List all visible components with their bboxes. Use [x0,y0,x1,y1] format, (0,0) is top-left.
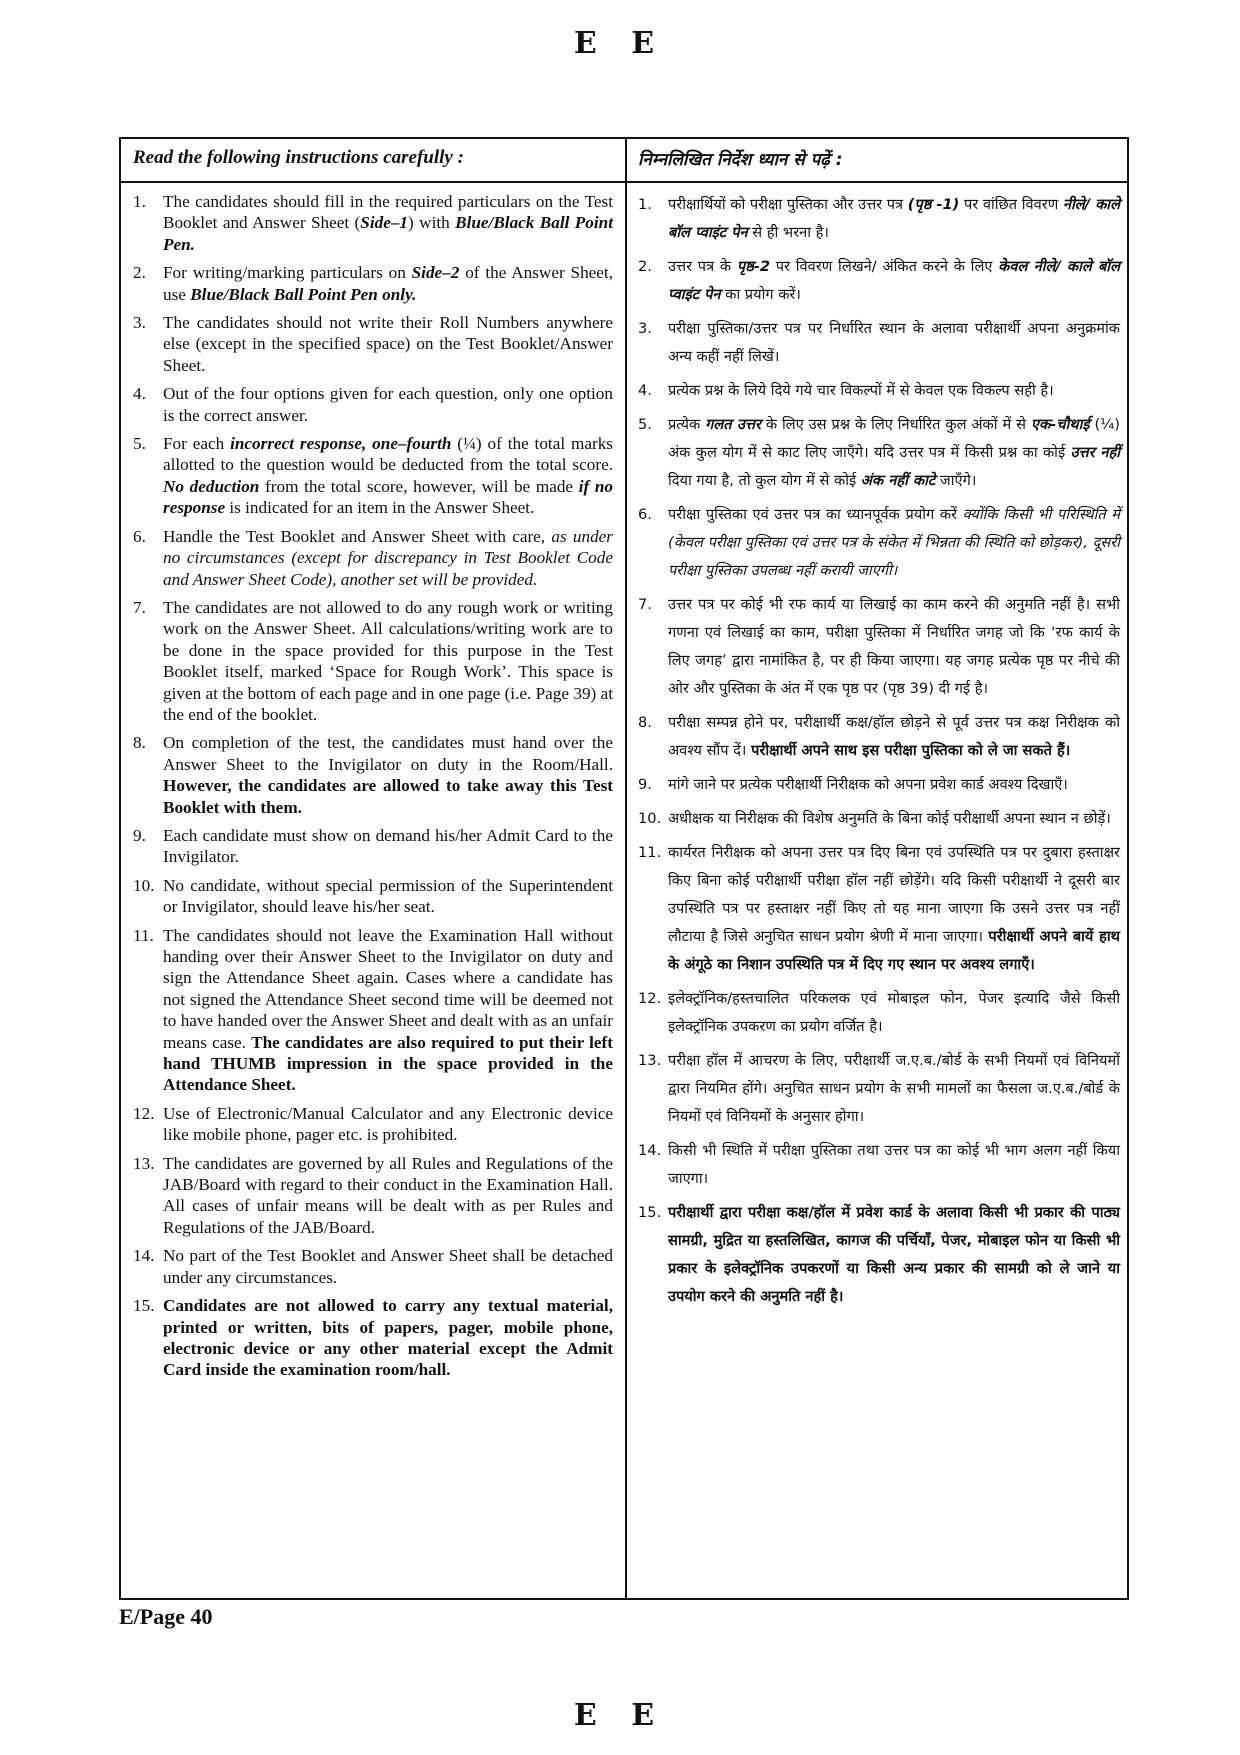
instruction-text-segment: Handle the Test Booklet and Answer Sheet with care, [163,526,552,546]
instruction-text-segment: कार्यरत निरीक्षक को अपना उत्तर पत्र दिए बिना एवं उपस्थिति पत्र पर दुबारा हस्ताक्षर किए बिना कोई परीक्षार्थी परीक्षा हॉल नहीं छोड़ेंगे। यदि किसी परीक्षार्थी ने दूसरी बार उपस्थिति पत्र पर हस्ताक्षर नहीं किए तो यह माना जाएगा कि उसने उत्तर पत्र नहीं लौटाया है जिसे अनुचित साधन प्रयोग श्रेणी में माना जाएगा। [668,844,1120,945]
instruction-number: 15. [133,1296,155,1316]
instruction-item [638,591,1120,703]
instruction-number: 15. [638,1204,662,1221]
instruction-item [638,253,1120,309]
instruction-text-segment: (¼) of the total marks allotted to the question would be deducted from the total score. [163,434,613,475]
instruction-text-segment: उत्तर नहीं [1070,444,1120,461]
instruction-number: 8. [638,714,652,731]
instruction-text [163,597,613,725]
instruction-text-segment: प्रत्येक [668,416,706,433]
instruction-text-segment: (पृष्ठ -1) [907,196,960,213]
instruction-text [668,1137,1120,1193]
instruction-text-segment: परीक्षार्थी अपने बायें हाथ के अंगूठे का निशान उपस्थिति पत्र में दिए गए स्थान पर अवश्य लगाएँ। [668,928,1120,973]
instruction-text [668,839,1120,979]
instruction-text-segment: ) with [408,213,456,233]
instruction-number: 8. [133,733,146,753]
instruction-item [133,1245,613,1288]
instruction-text-segment: पृष्ठ-2 [736,258,770,275]
instruction-text [668,1199,1120,1311]
instruction-text-segment: परीक्षार्थियों को परीक्षा पुस्तिका और उत्तर पत्र [668,196,908,213]
instruction-text-segment: गलत उत्तर [705,416,761,433]
instruction-item [133,191,613,255]
instruction-item [133,925,613,1096]
instruction-text-segment: No candidate, without special permission of the Superintendent or Invigilator, should leave his/her seat. [163,875,613,917]
instruction-item [638,315,1120,371]
instruction-text-segment: from the total score, however, will be made [259,476,579,496]
instruction-text [668,805,1120,833]
instruction-text [668,501,1120,585]
instruction-text-segment: The candidates should not write their Roll Numbers anywhere else (except in the specified space) on the Test Booklet/Answer Sheet. [163,313,613,375]
instruction-number: 12. [638,990,662,1007]
instruction-text-segment: परीक्षा पुस्तिका एवं उत्तर पत्र का ध्यानपूर्वक प्रयोग करें [668,506,963,523]
instruction-item [133,1295,613,1381]
instruction-number: 4. [638,382,652,399]
instruction-text-segment: परीक्षा सम्पन्न होने पर, परीक्षार्थी कक्ष/हॉल छोड़ने से पूर्व उत्तर पत्र कक्ष निरीक्षक को अवश्य सौंप दें। [668,714,1120,759]
english-header: Read the following instructions carefully : [133,147,464,168]
instruction-text-segment: प्रत्येक प्रश्न के लिये दिये गये चार विकल्पों में से केवल एक विकल्प सही है। [668,382,1054,399]
instruction-number: 7. [133,597,146,617]
instruction-item [638,771,1120,799]
instruction-text-segment: पर वांछित विवरण [959,196,1063,213]
instruction-number: 6. [133,526,146,546]
instruction-text-segment: इलेक्ट्रॉनिक/हस्तचालित परिकलक एवं मोबाइल फोन, पेजर इत्यादि जैसे किसी इलेक्ट्रॉनिक उपकरण का प्रयोग वर्जित है। [668,990,1120,1035]
instruction-text-segment: The candidates should fill in the required particulars on the Test Booklet and Answer Sheet ( [163,192,613,233]
instruction-item [133,597,613,725]
instruction-text-segment: However, the candidates are allowed to take away this Test Booklet with them. [163,776,613,817]
instruction-text-segment: The candidates should not leave the Examination Hall without handing over their Answer Sheet to the Invigilator on duty and sign the Attendance Sheet again. Cases where a candidate has not signed the Attendance Sheet second time will be deemed not to have handed over the Answer Sheet and dealt with as an unfair means case. [163,925,613,1052]
column-divider [625,139,627,1598]
instruction-text-segment: if no response [163,476,614,518]
instruction-text-segment: The candidates are not allowed to do any rough work or writing work on the Answer Sheet. All calculations/writing work are to be done in the space provided for this purpose in the Test Booklet itself, marked ‘Space for Rough Work’. This space is given at the bottom of each page and in one page (i.e. Page 39) at the end of the booklet. [163,597,613,724]
instruction-text-segment: परीक्षार्थी अपने साथ इस परीक्षा पुस्तिका को ले जा सकते हैं। [751,742,1071,759]
instruction-text [668,771,1120,799]
instruction-number: 6. [638,506,652,523]
instruction-number: 13. [133,1153,155,1173]
instruction-text-segment: दिया गया है, तो कुल योग में से कोई [668,472,861,489]
instruction-item [133,1103,613,1146]
instruction-item [638,805,1120,833]
instruction-item [133,383,613,426]
instruction-number: 9. [133,825,146,845]
instruction-number: 4. [133,384,146,404]
instruction-text-segment: For writing/marking particulars on [163,263,412,283]
instruction-text [668,253,1120,309]
booklet-code-bottom: E E [573,1698,667,1733]
instruction-number: 3. [133,313,146,333]
instruction-text [163,732,613,818]
instruction-text-segment: Blue/Black Ball Point Pen. [163,213,613,254]
instructions-table [119,137,1129,1600]
instruction-text-segment: उत्तर पत्र के [668,258,737,275]
instruction-text-segment: Side–1 [360,213,409,233]
instruction-number: 11. [133,925,154,945]
instruction-text [668,411,1120,495]
instruction-text-segment: किसी भी स्थिति में परीक्षा पुस्तिका तथा उत्तर पत्र का कोई भी भाग अलग नहीं किया जाएगा। [668,1142,1120,1187]
instruction-text-segment: Candidates are not allowed to carry any textual material, printed or written, bits of papers, pager, mobile phone, electronic device or any other material except the Admit Card inside the examination room/hall. [163,1296,613,1380]
instruction-text-segment: Side–2 [411,263,460,283]
page-number: E/Page 40 [119,1604,213,1629]
instruction-text-segment: For each [163,434,231,454]
instruction-number: 10. [638,810,662,827]
instruction-text-segment: Each candidate must show on demand his/her Admit Card to the Invigilator. [163,825,613,867]
instruction-item [133,433,613,519]
instruction-text [163,925,613,1096]
instruction-text [163,191,613,255]
instruction-item [133,732,613,818]
instruction-text-segment: is indicated for an item in the Answer Sheet. [225,498,535,518]
instruction-text [668,591,1120,703]
instruction-item [133,526,613,590]
instruction-item [638,1137,1120,1193]
instruction-text-segment: incorrect response, one–fourth [230,434,452,454]
hindi-instructions [638,191,1120,1317]
instruction-text [668,315,1120,371]
instruction-item [133,875,613,918]
instruction-text-segment: अधीक्षक या निरीक्षक की विशेष अनुमति के बिना कोई परीक्षार्थी अपना स्थान न छोड़ें। [668,810,1111,827]
instruction-text-segment: मांगे जाने पर प्रत्येक परीक्षार्थी निरीक्षक को अपना प्रवेश कार्ड अवश्य दिखाएँ। [668,776,1068,793]
instruction-number: 7. [638,596,652,613]
hindi-header: निम्नलिखित निर्देश ध्यान से पढ़ें : [638,150,843,170]
instruction-text-segment: का प्रयोग करें। [720,286,801,303]
instruction-text-segment: The candidates are also required to put their left hand THUMB impression in the space provided in the Attendance Sheet. [163,1032,613,1095]
instruction-number: 9. [638,776,652,793]
instruction-text-segment: Out of the four options given for each question, only one option is the correct answer. [163,384,613,425]
instruction-text [163,433,613,519]
instruction-item [133,312,613,376]
instruction-text [668,709,1120,765]
instruction-text-segment: परीक्षा पुस्तिका/उत्तर पत्र पर निर्धारित स्थान के अलावा परीक्षार्थी अपना अनुक्रमांक अन्य कहीं नहीं लिखें। [668,320,1120,365]
instruction-text-segment: Use of Electronic/Manual Calculator and any Electronic device like mobile phone, pager etc. is prohibited. [163,1103,613,1145]
instruction-item [133,825,613,868]
instruction-text-segment: नीले/ काले बॉल प्वाइंट पेन [668,196,1120,241]
instruction-text [163,1245,613,1288]
instruction-item [638,1047,1120,1131]
instruction-text-segment: परीक्षा हॉल में आचरण के लिए, परीक्षार्थी ज.ए.ब./बोर्ड के सभी नियमों एवं विनियमों द्वारा नियमित होंगे। अनुचित साधन प्रयोग के सभी मामलों का फैसला ज.ए.ब./बोर्ड के नियमों एवं विनियमों के अनुसार होगा। [668,1052,1120,1125]
instruction-text-segment: as under no circumstances (except for discrepancy in Test Booklet Code and Answer Sheet Code), another set will be provided. [163,526,613,589]
instruction-item [638,985,1120,1041]
instruction-text-segment: के लिए उस प्रश्न के लिए निर्धारित कुल अंकों में से [760,416,1031,433]
english-instructions [133,191,613,1388]
instruction-text [163,312,613,376]
instruction-number: 3. [638,320,652,337]
instruction-text-segment: No deduction [163,476,260,496]
instruction-text [163,1103,613,1146]
instruction-text [668,985,1120,1041]
instruction-text [163,1295,613,1381]
instruction-text-segment: (¼) अंक कुल योग में से काट लिए जाएँगे। यदि उत्तर पत्र में किसी प्रश्न का कोई [668,416,1120,461]
instruction-number: 5. [133,434,146,454]
instruction-item [638,191,1120,247]
instruction-number: 13. [638,1052,662,1069]
instruction-number: 5. [638,416,652,433]
instruction-text-segment: जाएँगे। [935,472,977,489]
instruction-item [638,839,1120,979]
instruction-number: 1. [638,196,652,213]
instruction-text [163,262,613,305]
instruction-text-segment: अंक नहीं काटे [860,472,936,489]
instruction-number: 2. [638,258,652,275]
instruction-number: 10. [133,875,155,895]
instruction-number: 14. [133,1246,155,1266]
instruction-number: 1. [133,192,146,211]
instruction-item [638,377,1120,405]
instruction-text-segment: क्योंकि किसी भी परिस्थिति में (केवल परीक्षा पुस्तिका एवं उत्तर पत्र के संकेत में भिन्नता की स्थिति को छोड़कर), दूसरी परीक्षा पुस्तिका उपलब्ध नहीं करायी जाएगी। [668,506,1120,579]
instruction-text [668,191,1120,247]
instruction-text [163,526,613,590]
instruction-text [163,383,613,426]
header-divider [121,181,1127,183]
instruction-text [163,875,613,918]
instruction-text-segment: पर विवरण लिखने/ अंकित करने के लिए [770,258,999,275]
instruction-text-segment: उत्तर पत्र पर कोई भी रफ कार्य या लिखाई का काम करने की अनुमति नहीं है। सभी गणना एवं लिखाई का काम, परीक्षा पुस्तिका में निर्धारित जगह जो कि ‘रफ कार्य के लिए जगह’ द्वारा नामांकित है, पर ही किया जाएगा। यह जगह प्रत्येक पृष्ठ पर नीचे की ओर और पुस्तिका के अंत में एक पृष्ठ पर (पृष्ठ 39) दी गई है। [668,596,1120,697]
instruction-text-segment: से ही भरना है। [747,224,829,241]
instruction-text [668,1047,1120,1131]
booklet-code-top: E E [573,26,667,61]
instruction-text-segment: The candidates are governed by all Rules and Regulations of the JAB/Board with regard to their conduct in the Examination Hall. All cases of unfair means will be dealt with as per Rules and Regulations of the JAB/Board. [163,1153,613,1237]
instruction-item [638,501,1120,585]
instruction-text-segment: परीक्षार्थी द्वारा परीक्षा कक्ष/हॉल में प्रवेश कार्ड के अलावा किसी भी प्रकार की पाठ्य सामग्री, मुद्रित या हस्तलिखित, कागज की पर्चियाँ, पेजर, मोबाइल फोन या किसी भी प्रकार के इलेक्ट्रॉनिक उपकरणों या किसी अन्य प्रकार की सामग्री को ले जाने या उपयोग करने की अनुमति नहीं है। [668,1204,1120,1305]
instruction-text-segment: एक-चौथाई [1030,416,1090,433]
instruction-text [163,1153,613,1239]
instruction-item [638,1199,1120,1311]
instruction-text-segment: On completion of the test, the candidates must hand over the Answer Sheet to the Invigilator on duty in the Room/Hall. [163,733,613,774]
instruction-number: 12. [133,1103,155,1123]
instruction-text [668,377,1120,405]
instruction-text-segment: No part of the Test Booklet and Answer Sheet shall be detached under any circumstances. [163,1246,613,1287]
instruction-text [163,825,613,868]
instruction-text-segment: Blue/Black Ball Point Pen only. [190,284,417,304]
instruction-item [133,262,613,305]
instruction-number: 14. [638,1142,662,1159]
instruction-item [638,411,1120,495]
instruction-item [133,1153,613,1239]
instruction-text-segment: केवल नीले/ काले बॉल प्वाइंट पेन [668,258,1120,303]
instruction-item [638,709,1120,765]
instruction-text-segment: of the Answer Sheet, use [163,263,613,304]
instruction-number: 2. [133,263,146,283]
instruction-number: 11. [638,844,662,861]
